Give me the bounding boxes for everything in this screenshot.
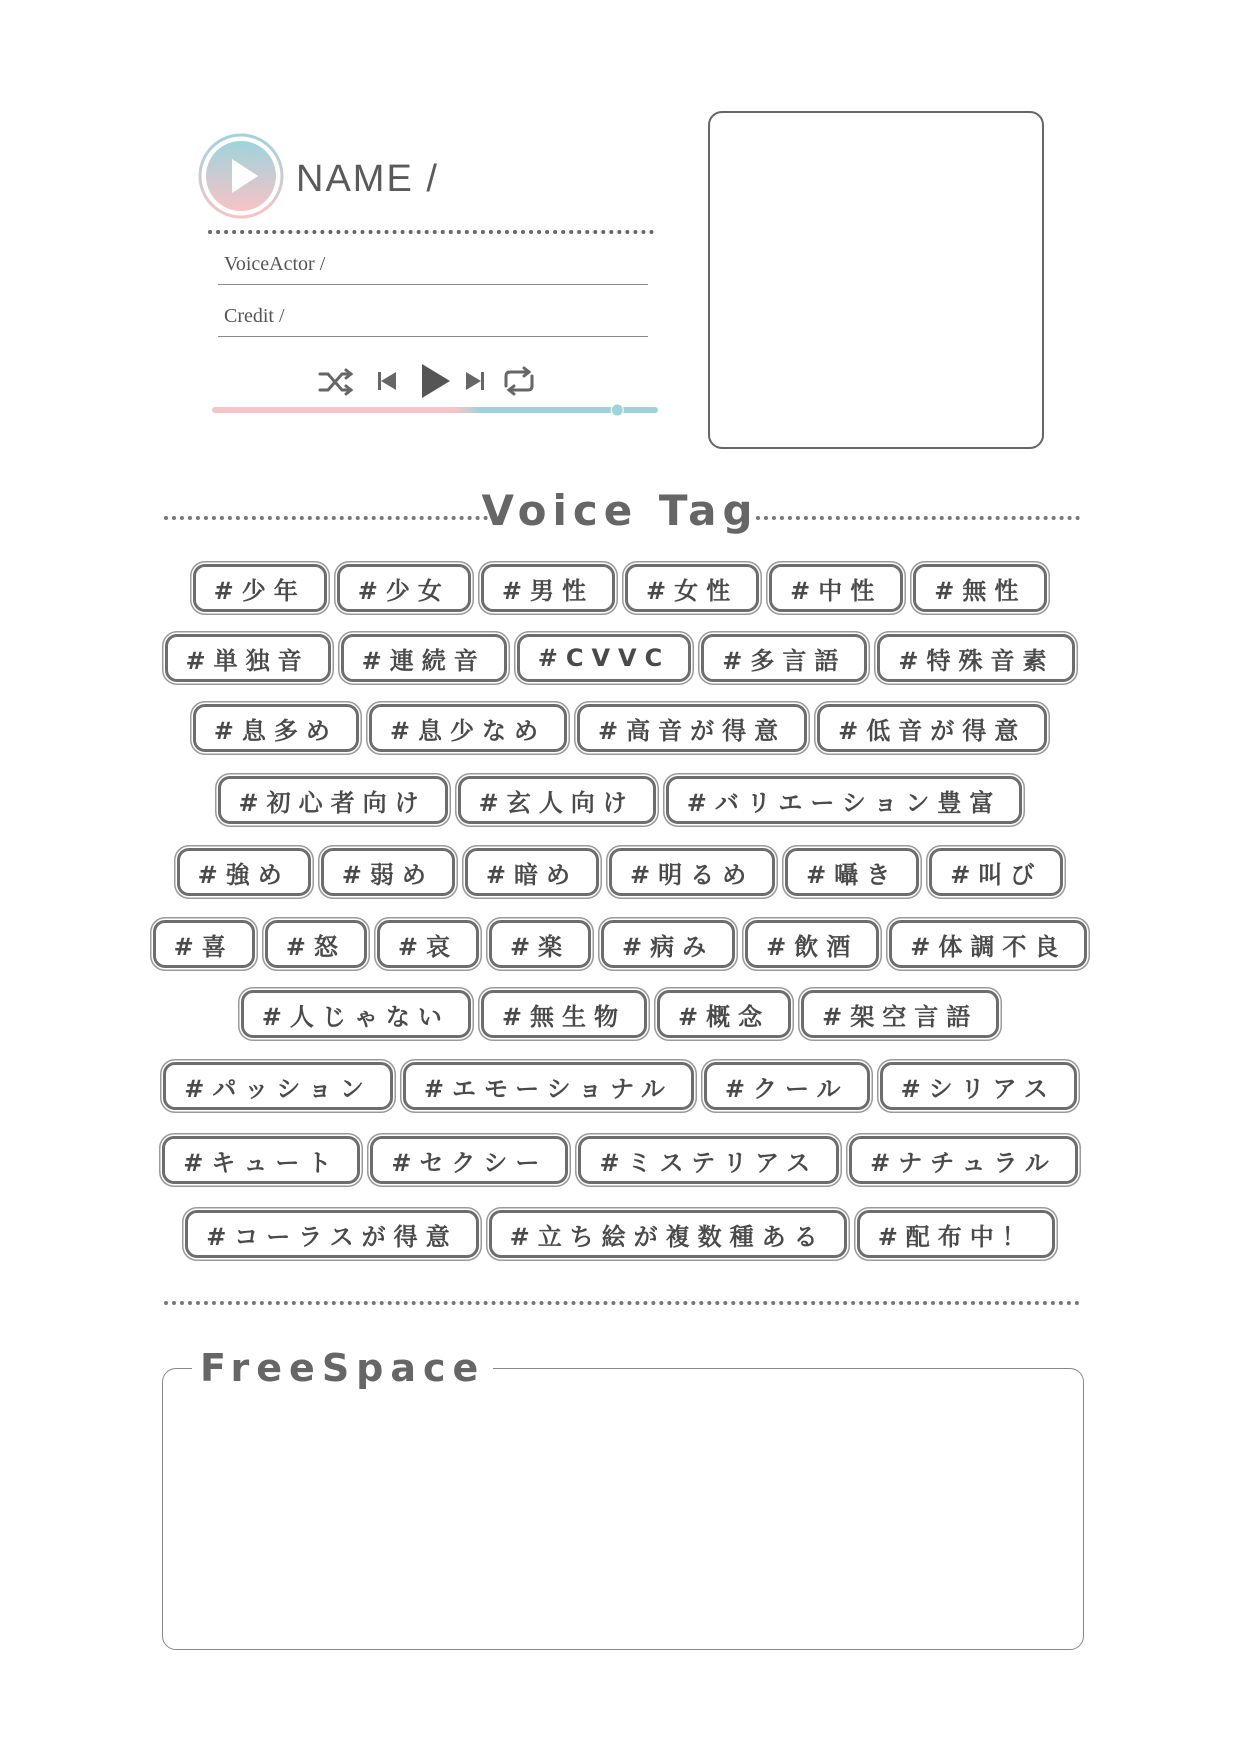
voice-tag[interactable]: #立ち絵が複数種ある [489,1210,847,1258]
voice-tag[interactable]: #単独音 [165,634,331,682]
voice-tag[interactable]: #キュート [162,1136,360,1184]
voice-tag[interactable]: #配布中！ [857,1210,1055,1258]
voice-tag[interactable]: #低音が得意 [817,704,1047,752]
voice-tag[interactable]: #病み [601,920,735,968]
voice-actor-field[interactable] [218,240,648,285]
tag-row [140,1136,1100,1184]
name-label: NAME / [296,158,439,200]
repeat-icon[interactable] [506,368,532,394]
voice-tag[interactable]: #ナチュラル [849,1136,1078,1184]
tag-row [140,704,1100,752]
voice-tag[interactable]: #喜 [153,920,255,968]
voice-tag[interactable]: #女性 [625,564,759,612]
shuffle-icon[interactable] [320,370,351,394]
voice-tag[interactable]: #男性 [481,564,615,612]
voice-tag[interactable]: #シリアス [880,1062,1077,1110]
free-space-title: FreeSpace [192,1346,493,1390]
tag-row [140,1062,1100,1110]
voice-tag[interactable]: #叫び [929,848,1063,896]
voice-tag[interactable]: #暗め [465,848,599,896]
voice-tag[interactable]: #人じゃない [241,990,471,1038]
voice-tag-title: Voice Tag [481,486,759,535]
previous-icon[interactable] [378,372,396,390]
voice-tag[interactable]: #中性 [769,564,903,612]
voice-tag[interactable]: #エモーショナル [403,1062,694,1110]
tag-row [140,564,1100,612]
voice-tag[interactable]: #ミステリアス [578,1136,839,1184]
voice-tag[interactable]: #息少なめ [369,704,567,752]
progress-knob[interactable] [611,404,623,416]
voice-tag[interactable]: #セクシー [370,1136,568,1184]
voice-tag[interactable]: #架空言語 [801,990,999,1038]
voice-tag[interactable]: #囁き [785,848,919,896]
progress-slider[interactable] [212,404,658,416]
voice-tag[interactable]: #特殊音素 [877,634,1075,682]
voice-tag[interactable]: #怒 [265,920,367,968]
tag-row [140,1210,1100,1258]
tag-row [140,776,1100,824]
portrait-frame[interactable] [708,111,1044,449]
tag-row [140,848,1100,896]
voice-tag[interactable]: #少年 [193,564,327,612]
credit-label: Credit / [224,305,285,327]
voice-tag[interactable]: #楽 [489,920,591,968]
voice-actor-label: VoiceActor / [224,253,326,275]
voice-tag[interactable]: #CVVC [517,634,691,682]
player-controls [318,358,544,404]
voice-tag[interactable]: #多言語 [701,634,867,682]
voice-tag[interactable]: #クール [704,1062,870,1110]
voice-tag[interactable]: #玄人向け [458,776,656,824]
voice-tag[interactable]: #飲酒 [745,920,879,968]
voice-tag[interactable]: #無生物 [481,990,647,1038]
voice-tag[interactable]: #無性 [913,564,1047,612]
voice-tag[interactable]: #少女 [337,564,471,612]
tag-row [140,920,1100,968]
divider [164,1301,1080,1305]
voice-tag[interactable]: #息多め [193,704,359,752]
credit-field[interactable] [218,292,648,337]
voice-tag[interactable]: #明るめ [609,848,775,896]
voice-tag[interactable]: #高音が得意 [577,704,807,752]
play-icon[interactable] [422,364,450,398]
play-circle-icon [198,133,284,219]
voice-tag[interactable]: #弱め [321,848,455,896]
free-space-box[interactable] [162,1368,1084,1650]
voice-tag[interactable]: #パッション [163,1062,393,1110]
tag-row [140,634,1100,682]
next-icon[interactable] [466,372,484,390]
voice-tag[interactable]: #初心者向け [218,776,448,824]
voice-tag[interactable]: #哀 [377,920,479,968]
voice-tag[interactable]: #体調不良 [889,920,1087,968]
divider [756,516,1080,520]
voice-tag[interactable]: #バリエーション豊富 [666,776,1023,824]
voice-tag[interactable]: #強め [177,848,311,896]
tag-row [140,990,1100,1038]
voice-tag[interactable]: #概念 [657,990,791,1038]
voice-tag[interactable]: #連続音 [341,634,507,682]
voice-tag[interactable]: #コーラスが得意 [185,1210,478,1258]
divider [208,230,654,234]
